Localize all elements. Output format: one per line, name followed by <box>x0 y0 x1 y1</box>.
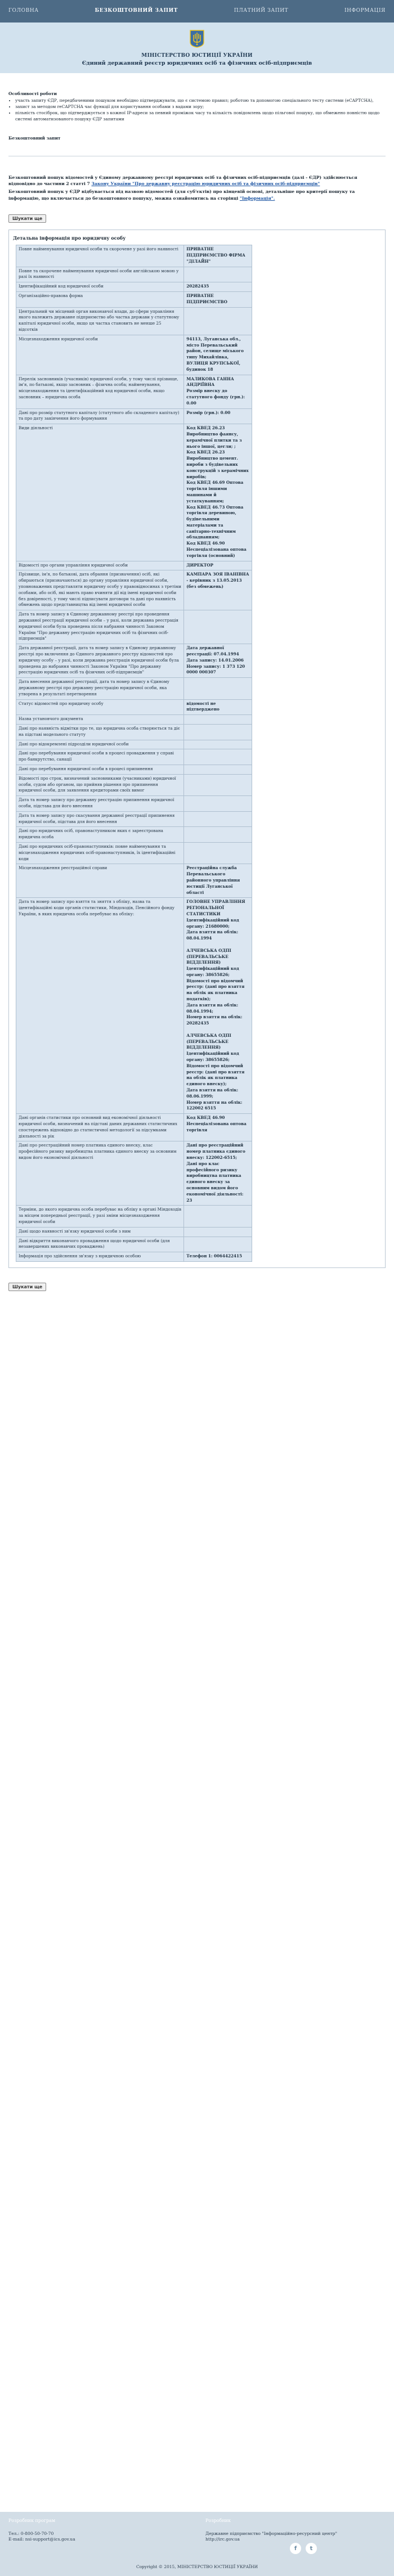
record-row <box>16 864 252 898</box>
record-value-cell <box>184 335 252 375</box>
record-field-value: ПРИВАТНЕ ПІДПРИЄМСТВО <box>186 293 227 304</box>
footer-developer-heading: Розробник <box>205 2518 231 2523</box>
record-row <box>16 1114 252 1141</box>
record-field-label: Дані про реєстраційний номер платника єдиного внеску, клас професійного ризику виробництва платника єдиного внеску за основним видом його економічної діяльності <box>16 1141 184 1206</box>
record-value-cell <box>184 811 252 827</box>
features-list <box>8 97 386 122</box>
record-row <box>16 749 252 765</box>
record-row <box>16 774 252 795</box>
record-value-cell <box>184 715 252 725</box>
record-value-cell <box>184 292 252 308</box>
record-row <box>16 811 252 827</box>
record-field-label: Дата та номер запису про скасування державної реєстрації припинення юридичної особи, підстава для його внесення <box>16 811 184 827</box>
record-value-cell <box>184 796 252 812</box>
record-field-label: Ідентифікаційний код юридичної особи <box>16 282 184 292</box>
record-row <box>16 408 252 424</box>
record-field-value: Код КВЕД 26.23 Виробництво фаянсу, керамічної плитки та з нього іншої, цегли; ; Код КВЕД 26.23 Виробництво цемент. вироби з будівельних конструкцій з керамічних виробів; Код КВЕД 46.69 Оптова торгівля іншими машинами й устаткуванням; Код КВЕД 46.73 Оптова торгівля деревиною, будівельними матеріалами та санітарно-технічним обладнанням; Код КВЕД 46.90 Неспеціалізована оптова торгівля (основний) <box>186 425 249 558</box>
record-row <box>16 796 252 812</box>
record-row <box>16 827 252 843</box>
record-field-label: Дані про перебування юридичної особи в процесі провадження у справі про банкрутство, санації <box>16 749 184 765</box>
record-field-label: Інформація про здійснення зв'язку з юридичною особою <box>16 1252 184 1262</box>
footer-inner <box>8 2512 386 2576</box>
record-field-value: Дата державної реєстрації: 07.04.1994 Дата запису: 14.01.2006 Номер запису: 1 373 120 0000 000307 <box>186 645 245 675</box>
record-value-cell <box>184 678 252 699</box>
record-value-cell <box>184 245 252 267</box>
copyright: Copyright © 2015, МІНІСТЕРСТВО ЮСТИЦІЇ УКРАЇНИ <box>136 2564 258 2569</box>
free-request-intro <box>8 174 386 202</box>
record-field-label: Статус відомостей про юридичну особу <box>16 699 184 715</box>
record-value-cell <box>184 644 252 678</box>
record-field-label: Дата внесення державної реєстрації, дата та номер запису в Єдиному державному реєстрі про державну реєстрацію юридичної особи, яка утворена в результаті перетворення <box>16 678 184 699</box>
record-field-value: КАМПАРА ЗОЯ ІВАНІВНА - керівник з 13.05.2013 (без обмежень) <box>186 572 249 590</box>
record-value-cell <box>184 424 252 561</box>
record-field-label: Види діяльності <box>16 424 184 561</box>
record-field-label: Дані про наявність відмітки про те, що юридична особа створюється та діє на підставі модельного статуту <box>16 725 184 740</box>
record-value-cell <box>184 1252 252 1262</box>
record-row <box>16 424 252 561</box>
record-field-label: Дані щодо наявності зв'язку юридичної особи з ним <box>16 1227 184 1237</box>
record-value-cell <box>184 267 252 282</box>
hero-banner <box>0 23 394 73</box>
record-row <box>16 842 252 864</box>
record-row <box>16 740 252 749</box>
top-navigation-bar <box>0 0 394 23</box>
record-value-cell <box>184 1227 252 1237</box>
record-field-value: ДИРЕКТОР <box>186 562 213 568</box>
feature-item: • пільність стосіброк, що підтверджується з кожної IP-адреси за певний проміжок часу та кількість повідомлень щодо пільгової пошуку, що обмежено повністю щодо системі автоматизованого пошуку ЄДР запитами <box>15 110 386 122</box>
record-row <box>16 715 252 725</box>
record-field-value: ПРИВАТНЕ ПІДПРИЄМСТВО ФІРМА "ДІЛАЙН" <box>186 246 245 264</box>
nav-home[interactable]: ГОЛОВНА <box>8 8 39 14</box>
features-heading: Особливості роботи <box>8 91 57 96</box>
record-value-cell <box>184 1237 252 1252</box>
nav-paid-request[interactable]: ПЛАТНИЙ ЗАПИТ <box>234 8 289 14</box>
record-field-value: 20282435 <box>186 284 209 289</box>
record-field-label: Відомості про строк, визначений засновниками (учасниками) юридичної особи, судом або органом, що прийняв рішення про припинення юридичної особи, для заявлення кредиторами своїх вимог <box>16 774 184 795</box>
record-field-label: Назва установчого документа <box>16 715 184 725</box>
record-field-label: Дані про розмір статутного капіталу (статутного або складеного капіталу) та про дату закінчення його формування <box>16 408 184 424</box>
record-value-cell <box>184 282 252 292</box>
record-table <box>16 245 252 1262</box>
record-field-value: МАЛИКОВА ГАННА АНДРІЇВНА Розмір внеску до статутного фонду (грн.): 0.00 <box>186 376 245 406</box>
record-row <box>16 570 252 610</box>
record-field-label: Перелік засновників (учасників) юридичної особи, у тому числі прізвище, ім'я, по батькові, якщо засновник – фізична особа; найменування, місцезнаходження та ідентифікаційний код юридичної особи, якщо засновник – юридична особа <box>16 375 184 408</box>
law-link[interactable]: Закону України "Про державну реєстрацію юридичних осіб та фізичних осіб-підприємців" <box>91 181 320 187</box>
record-row <box>16 765 252 774</box>
search-again-button-bottom[interactable]: Шукати ще <box>8 1283 46 1291</box>
record-field-value: відомості не підтверджено <box>186 700 220 712</box>
record-field-label: Відомості про органи управління юридичної особи <box>16 561 184 570</box>
record-value-cell <box>184 307 252 335</box>
record-value-cell <box>184 842 252 864</box>
information-link[interactable]: "Інформація". <box>239 195 275 201</box>
intro-text-2: Безкоштовний пошук у ЄДР відбувається під назвою відомостей (для суб'єктів) про кінцевій основі, детальніше про критерії пошуку та інформацію, що включається до безкоштовного пошуку, можна ознайомитись на сторінці <box>8 189 355 201</box>
record-value-cell <box>184 699 252 715</box>
record-field-label: Місцезнаходження юридичної особи <box>16 335 184 375</box>
record-field-label: Прізвище, ім'я, по батькові, дата обрання (призначення) осіб, які обираються (призначаються) до органу управління юридичної особи, уповноважених представляти юридичну особу у правовідносинах з третіми особами, або осіб, які мають право вчиняти дії від імені юридичної особи без довіреності, у тому числі підписувати договори та дані про наявність обмежень щодо представництва від імені юридичної особи <box>16 570 184 610</box>
footer-developer-column <box>205 2517 386 2543</box>
footer-developer-info: Державне підприємство "Інформаційно-ресурсний центр" http://irc.gov.ua <box>205 2531 338 2542</box>
record-row <box>16 375 252 408</box>
record-field-label: Дані відкриття виконавчого провадження щодо юридичної особи (для незавершених виконавчих проваджень) <box>16 1237 184 1252</box>
record-row <box>16 1206 252 1227</box>
record-field-label: Дані про перебування юридичної особи в процесі припинення <box>16 765 184 774</box>
record-field-label: Дані про юридичних осіб, правонаступником яких є зареєстрована юридична особа <box>16 827 184 843</box>
intro-text-1: Безкоштовний пошук відомостей у Єдиному державному реєстрі юридичних осіб та фізичних осіб-підприємців (далі - ЄДР) здійснюється відповідно до частини 2 статті 7 <box>8 174 357 187</box>
record-value-cell <box>184 898 252 1114</box>
page-footer <box>0 2512 394 2576</box>
record-row <box>16 644 252 678</box>
top-nav <box>8 0 386 23</box>
record-row <box>16 699 252 715</box>
record-field-label: Дані про відокремлені підрозділи юридичної особи <box>16 740 184 749</box>
record-value-cell <box>184 570 252 610</box>
record-row <box>16 335 252 375</box>
nav-information[interactable]: ІНФОРМАЦІЯ <box>344 8 386 14</box>
record-value-cell <box>184 561 252 570</box>
footer-support-heading: Розробник програм <box>8 2518 56 2523</box>
record-value-cell <box>184 725 252 740</box>
nav-free-request[interactable]: БЕЗКОШТОВНИЙ ЗАПИТ <box>95 8 178 14</box>
record-value-cell <box>184 740 252 749</box>
record-row <box>16 725 252 740</box>
record-value-cell <box>184 610 252 644</box>
coat-of-arms-icon <box>190 30 204 48</box>
record-details-panel <box>8 230 386 1268</box>
record-field-label: Дата державної реєстрації, дата та номер запису в Єдиному державному реєстрі про включення до Єдиного державного реєстру відомостей про юридичну особу – у разі, коли державна реєстрація юридичної особи була проведена до набрання чинності Законом України "Про державну реєстрацію юридичних осіб та фізичних осіб-підприємців" <box>16 644 184 678</box>
record-field-value: ГОЛОВНЕ УПРАВЛІННЯ РЕГІОНАЛЬНОЇ СТАТИСТИКИ Ідентифікаційний код органу: 21680000; Дата взяття на облік: 08.04.1994 АЛЧЕВСЬКА ОДПІ (ПЕРЕВАЛЬСЬКЕ ВІДДІЛЕННЯ) Ідентифікаційний код органу: 38655826; Відомості про відомчий реєстр: (дані про взяття на облік як платника податків); Дата взяття на облік: 08.04.1994; Номер взяття на облік: 20282435 АЛЧЕВСЬКА ОДПІ (ПЕРЕВАЛЬСЬКЕ ВІДДІЛЕННЯ) Ідентифікаційний код органу: 38655826; Відомості про відомчий реєстр: (дані про взяття на облік як платника єдиного внеску); Дата взяття на облік: 08.06.1999; Номер взяття на облік: 122002 6515 <box>186 899 245 1111</box>
footer-support-column <box>8 2517 177 2543</box>
record-field-label: Повне та скорочене найменування юридичної особи англійською мовою у разі їх наявності <box>16 267 184 282</box>
ministry-title: МІНІСТЕРСТВО ЮСТИЦІЇ УКРАЇНИ <box>141 53 253 59</box>
record-row <box>16 1252 252 1262</box>
footer-support-contacts: Тел.: 0-800-50-70-70 E-mail: nsi-support@ics.gov.ua <box>8 2531 75 2542</box>
record-row <box>16 267 252 282</box>
record-value-cell <box>184 1141 252 1206</box>
facebook-icon[interactable]: f <box>290 2543 301 2554</box>
record-row <box>16 1141 252 1206</box>
record-row <box>16 678 252 699</box>
record-field-label: Центральний чи місцевий орган виконавчої влади, до сфери управління якого належить державне підприємство або частка держави у статутному капіталі юридичної особи, якщо ця частка становить не менше 25 відсотків <box>16 307 184 335</box>
record-row <box>16 292 252 308</box>
record-value-cell <box>184 1206 252 1227</box>
registry-title: Єдиний державний реєстр юридичних осіб та фізичних осіб-підприємців <box>82 60 312 66</box>
record-field-label: Дані про юридичних осіб-правонаступників: повне найменування та місцезнаходження юридичних осіб-правонаступників, їх ідентифікаційні коди <box>16 842 184 864</box>
record-value-cell <box>184 864 252 898</box>
record-value-cell <box>184 408 252 424</box>
record-heading: Детальна інформація про юридичну особу <box>13 235 126 241</box>
record-row <box>16 610 252 644</box>
intro-paragraph-1 <box>8 174 386 187</box>
record-value-cell <box>184 765 252 774</box>
feature-item: • захист за методом reCAPTCHA час функції для користування особами з вадами зору; <box>15 104 386 110</box>
record-row <box>16 1227 252 1237</box>
record-table-body <box>16 245 252 1262</box>
search-again-button[interactable]: Шукати ще <box>8 214 46 223</box>
record-value-cell <box>184 774 252 795</box>
feature-item: • участь запиту ЄДР, передбаченими пошуком необхідно підтверджувати, що є системою правил; роботою та допомогою спеціального тесту системи (eCAPTCHA), <box>15 97 386 104</box>
twitter-icon[interactable]: t <box>306 2543 317 2554</box>
record-row <box>16 1237 252 1252</box>
record-row <box>16 307 252 335</box>
record-value-cell <box>184 827 252 843</box>
record-field-label: Дата та номер запису про державну реєстрацію припинення юридичної особи, підстава для його внесення <box>16 796 184 812</box>
record-field-label: Терміни, до якого юридична особа перебуває на обліку в органі Міндоходів за місцем попередньої реєстрації, у разі зміни місцезнаходження юридичної особи <box>16 1206 184 1227</box>
record-value-cell <box>184 749 252 765</box>
record-field-value: 94113, Луганська обл., місто Перевальський район, селище міського типу Михайлівка, ВУЛИЦЯ КРУПСЬКОЇ, будинок 18 <box>186 336 244 372</box>
record-field-label: Організаційно-правова форма <box>16 292 184 308</box>
record-row <box>16 282 252 292</box>
record-value-cell <box>184 375 252 408</box>
record-field-label: Місцезнаходження реєстраційної справи <box>16 864 184 898</box>
record-field-label: Дата та номер запису про взяття та зняття з обліку, назва та ідентифікаційні коди органів статистики, Міндоходів, Пенсійного фонду України, в яких юридична особа перебуває на обліку: <box>16 898 184 1114</box>
record-row <box>16 898 252 1114</box>
record-row <box>16 561 252 570</box>
record-field-value: Реєстраційна служба Перевальського районного управління юстиції Луганської області <box>186 865 240 895</box>
record-field-value: Розмір (грн.): 0.00 <box>186 410 231 415</box>
record-field-label: Дані органів статистики про основний вид економічної діяльності юридичної особи, визначений на підставі даних державних статистичних спостережень відповідно до статистичної методології за підсумками діяльності за рік <box>16 1114 184 1141</box>
record-field-value: Телефон 1: 0064422415 <box>186 1253 243 1259</box>
main-content <box>8 91 386 1291</box>
intro-paragraph-2 <box>8 188 386 201</box>
record-field-label: Дата та номер запису в Єдиному державному реєстрі про проведення державної реєстрації юридичної особи – у разі, коли державна реєстрація юридичної особи була проведена після набрання чинності Законом України "Про державну реєстрацію юридичних осіб та фізичних осіб-підприємців" <box>16 610 184 644</box>
record-field-label: Повне найменування юридичної особи та скорочене у разі його наявності <box>16 245 184 267</box>
record-field-value: Код КВЕД 46.90 Неспеціалізована оптова торгівля <box>186 1115 247 1132</box>
record-value-cell <box>184 1114 252 1141</box>
record-row <box>16 245 252 267</box>
free-request-heading: Безкоштовний запит <box>8 135 61 141</box>
social-links <box>290 2543 317 2554</box>
record-field-value: Дані про реєстраційний номер платника єдиного внеску: 122002-6515; Дані про клас професійного ризику виробництва платника єдиного внеску за основним видом його економічної діяльності: 23 <box>186 1143 245 1203</box>
